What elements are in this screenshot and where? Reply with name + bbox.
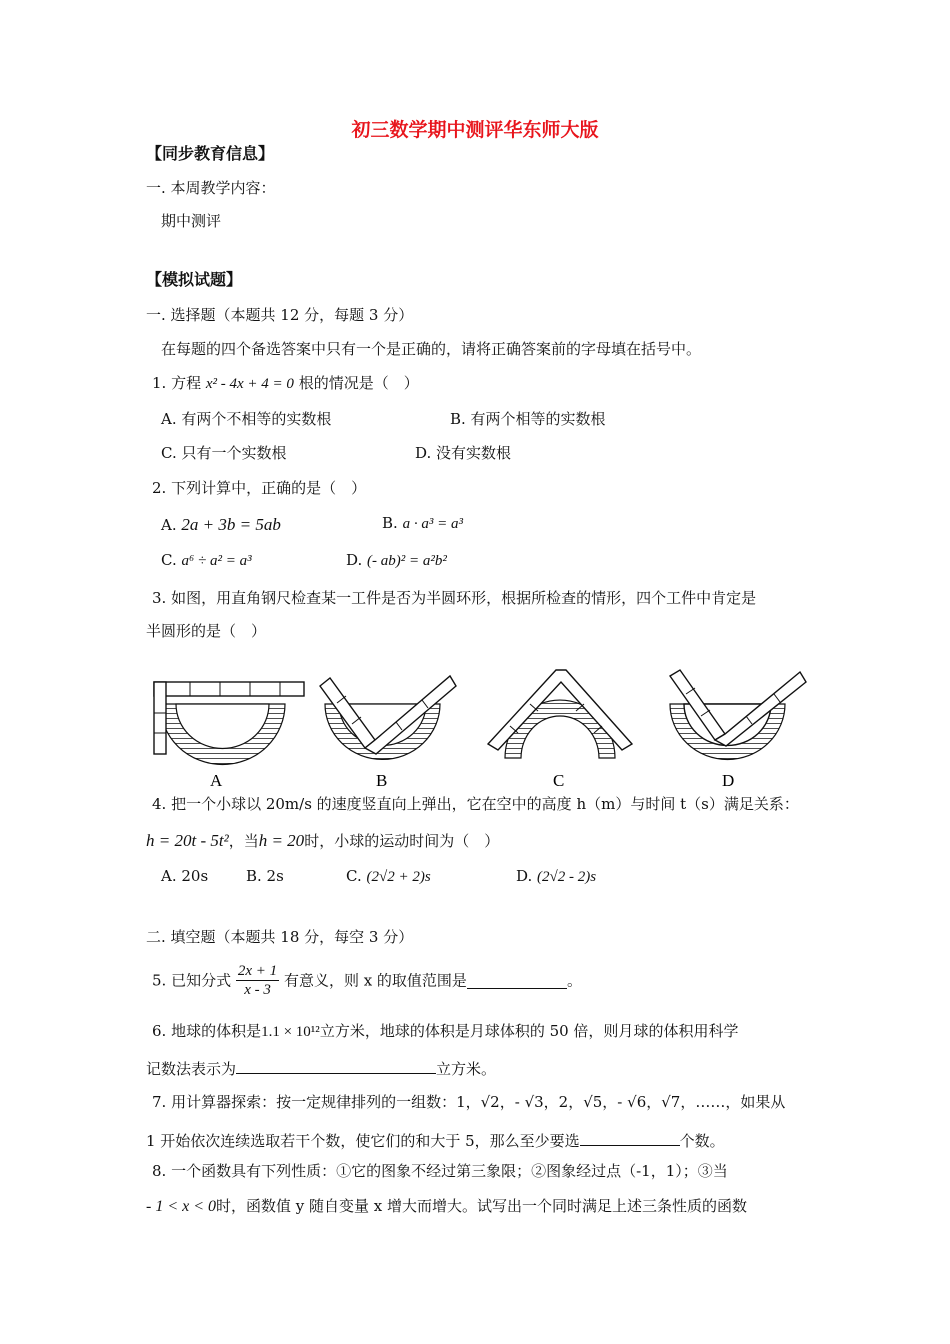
figure-label-b: B — [376, 771, 388, 790]
q6-volume: 1.1 × 10¹² — [261, 1024, 320, 1040]
q5-answer-blank[interactable] — [467, 973, 567, 989]
question-6-line2 — [146, 1058, 496, 1077]
q4-option-d — [516, 869, 596, 885]
q7-end: 个数。 — [679, 1132, 725, 1150]
figure-label-c: C — [553, 771, 565, 790]
q1-equation: x² - 4x + 4 = 0 — [205, 376, 294, 392]
q4-d-expr: (2√2 - 2)s — [537, 869, 597, 885]
q2-b-label: B. — [382, 514, 398, 532]
q6-prefix: 6. 地球的体积是 — [152, 1022, 262, 1040]
figure-b — [320, 676, 456, 790]
section2-heading: 二. 填空题（本题共 18 分，每空 3 分） — [146, 928, 414, 946]
q1-prefix: 1. 方程 — [152, 374, 202, 392]
q2-d-expr: (- ab)² = a²b² — [367, 553, 447, 569]
q1-option-c: C. 只有一个实数根 — [161, 444, 287, 462]
q4-option-a: A. 20s — [161, 867, 209, 885]
question-5 — [152, 962, 582, 999]
q6-end: 立方米。 — [436, 1060, 497, 1078]
q2-a-expr: 2a + 3b = 5ab — [181, 515, 281, 534]
q4-formula: h = 20t - 5t² — [146, 831, 229, 850]
q1-option-a: A. 有两个不相等的实数根 — [161, 410, 332, 428]
question-1 — [152, 376, 419, 392]
q2-option-b — [382, 516, 463, 532]
question-8-line1: 8. 一个函数具有下列性质：①它的图象不经过第三象限；②图象经过点（-1，1）；③当 — [152, 1162, 728, 1180]
q5-fraction — [236, 962, 279, 999]
sync-info-heading: 【同步教育信息】 — [146, 144, 275, 163]
q4-d-label: D. — [516, 867, 533, 885]
question-3-line1: 3. 如图，用直角钢尺检查某一工件是否为半圆环形，根据所检查的情形，四个工件中肯定是 — [152, 589, 757, 607]
q8-line2: 时，函数值 y 随自变量 x 增大而增大。试写出一个同时满足上述三条性质的函数 — [216, 1197, 748, 1215]
figure-c — [488, 670, 632, 790]
figure-label-d: D — [722, 771, 735, 790]
section1-heading: 一. 选择题（本题共 12 分，每题 3 分） — [146, 306, 414, 324]
q4-option-c — [346, 869, 431, 885]
figure-label-a: A — [210, 771, 223, 790]
question-3-line2: 半圆形的是（ ） — [146, 622, 267, 640]
page-title: 初三数学期中测评华东师大版 — [351, 119, 599, 141]
q2-option-c — [161, 553, 252, 569]
question-2: 2. 下列计算中，正确的是（ ） — [152, 479, 367, 497]
q5-suffix: 有意义，则 x 的取值范围是 — [283, 971, 467, 990]
mock-exam-heading: 【模拟试题】 — [146, 270, 243, 289]
q2-c-expr: a⁶ ÷ a² = a³ — [181, 553, 252, 569]
q5-end: 。 — [566, 971, 582, 990]
q5-numerator: 2x + 1 — [237, 963, 278, 979]
q2-c-label: C. — [161, 551, 177, 569]
content-value: 期中测评 — [161, 212, 222, 230]
section1-instruction: 在每题的四个备选答案中只有一个是正确的，请将正确答案前的字母填在括号中。 — [161, 340, 702, 358]
q4-option-b: B. 2s — [246, 867, 284, 885]
question-7-line2 — [146, 1130, 725, 1149]
q4-suffix: 时，小球的运动时间为（ ） — [304, 832, 500, 850]
q4-mid: ，当 — [228, 832, 259, 850]
question-7-line1: 7. 用计算器探索：按一定规律排列的一组数：1，√2，- √3，2，√5，- √6，√7，……，如果从 — [152, 1093, 786, 1111]
q2-a-label: A. — [161, 516, 177, 534]
q4-c-label: C. — [346, 867, 362, 885]
figure-a — [154, 682, 304, 790]
q6-suffix: 立方米，地球的体积是月球体积的 50 倍，则月球的体积用科学 — [319, 1022, 739, 1040]
q1-suffix: 根的情况是（ ） — [298, 374, 419, 392]
q7-answer-blank[interactable] — [580, 1130, 680, 1146]
q5-denominator: x - 3 — [244, 982, 271, 998]
q8-condition: - 1 < x < 0 — [146, 1198, 217, 1215]
q4-condition: h = 20 — [258, 831, 305, 850]
question-4-line1: 4. 把一个小球以 20m/s 的速度竖直向上弹出，它在空中的高度 h（m）与时间 t（s）满足关系： — [152, 795, 799, 813]
question-6-line1 — [152, 1024, 738, 1040]
q5-prefix: 5. 已知分式 — [152, 971, 232, 990]
q2-d-label: D. — [346, 551, 363, 569]
q3-figure — [140, 658, 820, 793]
q6-answer-blank[interactable] — [236, 1058, 436, 1074]
content-label: 一. 本周教学内容： — [146, 179, 276, 197]
q2-b-expr: a · a³ = a³ — [402, 516, 463, 532]
q4-c-expr: (2√2 + 2)s — [366, 869, 431, 885]
question-4-line2 — [146, 832, 499, 849]
q6-line2: 记数法表示为 — [146, 1060, 237, 1078]
q2-option-a — [161, 516, 281, 533]
q1-option-b: B. 有两个相等的实数根 — [450, 410, 606, 428]
figure-d — [670, 670, 806, 790]
q1-option-d: D. 没有实数根 — [415, 444, 512, 462]
question-8-line2 — [146, 1199, 747, 1215]
q7-line2: 1 开始依次连续选取若干个数，使它们的和大于 5，那么至少要选 — [146, 1132, 580, 1150]
q2-option-d — [346, 553, 447, 569]
